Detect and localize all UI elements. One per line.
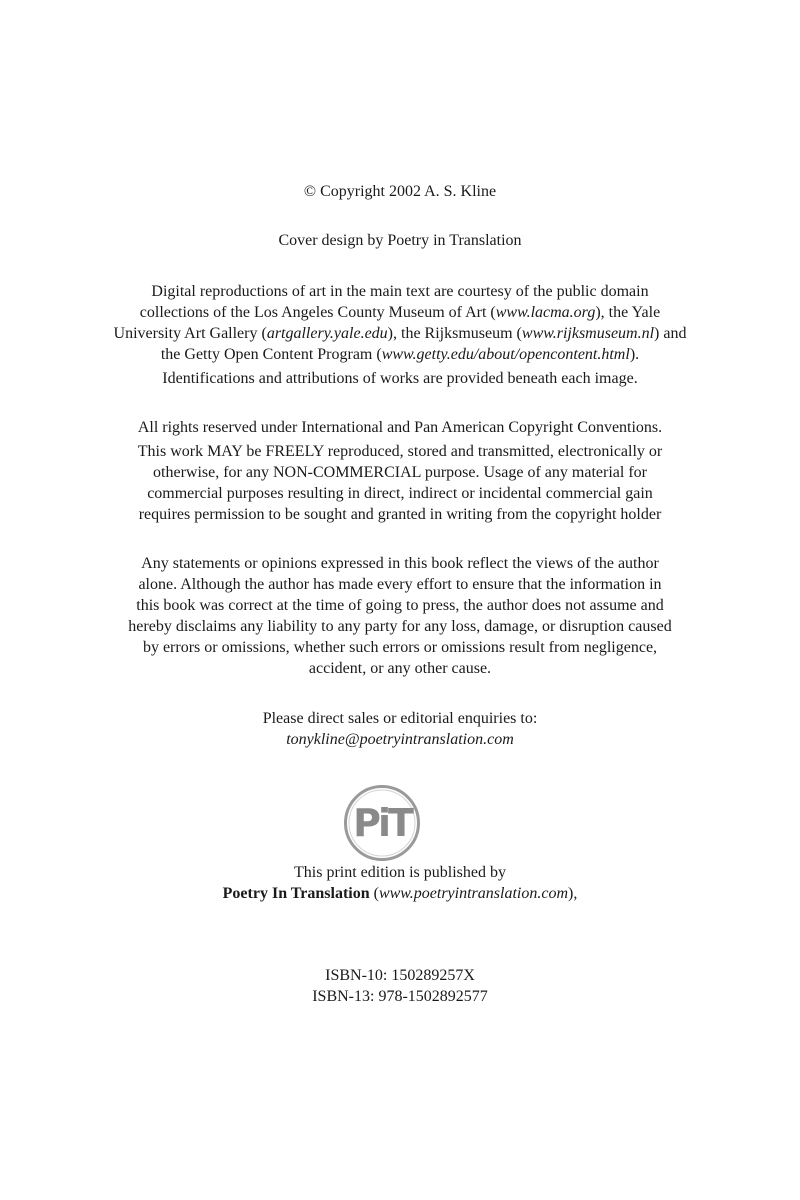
logo-letters: PiT: [353, 801, 411, 845]
contact-label: Please direct sales or editorial enquiries to:: [262, 710, 538, 727]
rights-notice: All rights reserved under International and Pan American Copyright Conventions. This work MAY be FREELY reproduced, stored and transmitted, electronically or otherwise, for any NON-COMMERCIAL purpose. Usage of any material for commercial purposes resulting in direct, indirect or incidental commercial gain requires permission to be sought and granted in writing from the copyright holder: [137, 419, 663, 523]
identifications-note: Identifications and attributions of works are provided beneath each image.: [162, 370, 638, 387]
art-credits-line-4: the Getty Open Content Program (www.getty.edu/about/opencontent.html).: [160, 346, 640, 363]
publisher-info: This print edition is published by Poetry In Translation (www.poetryintranslation.com),: [40, 862, 760, 904]
cover-design-credit: Cover design by Poetry in Translation: [278, 232, 522, 249]
copyright-notice: © Copyright 2002 A. S. Kline: [303, 183, 497, 200]
publisher-line: Poetry In Translation (www.poetryintranslation.com),: [222, 885, 578, 902]
lacma-url: www.lacma.org: [495, 304, 596, 321]
art-credits-line-3: University Art Gallery (artgallery.yale.edu), the Rijksmuseum (www.rijksmuseum.nl) and: [113, 325, 687, 342]
art-credits: Digital reproductions of art in the main text are courtesy of the public domain collections of the Los Angeles County Museum of Art (www.lacma.org), the Yale University Art Gallery (artgallery.yale.edu), the Rijksmuseum (www.rijksmuseum.nl) and the Getty Open Content Program (www.getty.edu/about/opencontent.html). Identifications and attributions of works are provided beneath each image.: [40, 281, 760, 389]
contact-email: tonykline@poetryintranslation.com: [286, 731, 514, 748]
isbn-13: ISBN-13: 978-1502892577: [312, 988, 488, 1005]
disclaimer: Any statements or opinions expressed in this book reflect the views of the author alone. Although the author has made every effort to ensure that the information in this book was correct at the time of going to press, the author does not assume and hereby disclaims any liability to any party for any loss, damage, or disruption caused by errors or omissions, whether such errors or omissions result from negligence, accident, or any other cause.: [128, 555, 672, 677]
publisher-url: www.poetryintranslation.com: [378, 885, 568, 902]
getty-url: www.getty.edu/about/opencontent.html: [381, 346, 630, 363]
art-credits-line-2: collections of the Los Angeles County Museum of Art (www.lacma.org), the Yale: [139, 304, 661, 321]
contact-info: [40, 708, 760, 750]
pit-logo-icon: [343, 784, 421, 862]
yale-url: artgallery.yale.edu: [266, 325, 388, 342]
rijksmuseum-url: www.rijksmuseum.nl: [521, 325, 655, 342]
isbn-info: [40, 965, 760, 1007]
isbn-10: ISBN-10: 150289257X: [325, 967, 475, 984]
publisher-name: Poetry In Translation: [222, 885, 370, 902]
